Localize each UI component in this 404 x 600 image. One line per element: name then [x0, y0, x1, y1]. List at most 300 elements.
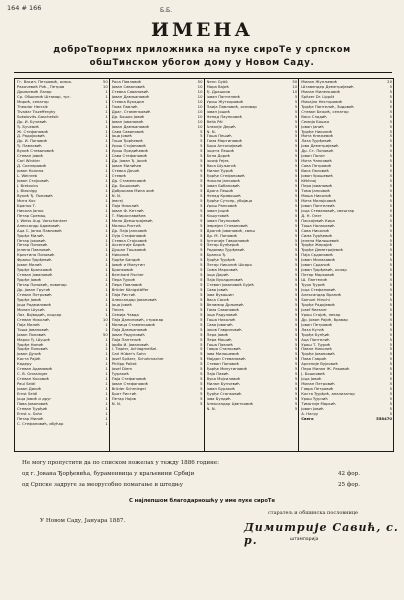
donor-name: Коста Рајић [17, 357, 41, 362]
donor-name: Стеван Адамовић [17, 367, 53, 372]
donation-amount: 5 [200, 386, 203, 392]
donor-name: Мита Чанковић [301, 159, 332, 164]
donation-amount: 5 [389, 272, 392, 278]
donor-name: Ненад Кривошић [206, 193, 241, 198]
donor-name: Пера Јовановић [301, 184, 333, 189]
donor-name: Роса Павловић [111, 80, 142, 84]
donor-row [112, 402, 203, 407]
donation-amount: 1 [105, 381, 108, 387]
donation-amount: 5 [200, 138, 203, 144]
donation-amount: 5 [200, 361, 203, 367]
donation-amount: 5 [200, 197, 203, 203]
donor-name: Пава Јовановић [17, 401, 48, 406]
donation-amount: 5 [294, 138, 298, 144]
donor-name: Паја Даниловић, стражар [111, 317, 164, 322]
donation-amount: 5 [389, 242, 392, 248]
donor-name: Јоца Дорић [206, 273, 229, 278]
donation-amount: 1 [105, 138, 108, 144]
note-donation-2 [22, 482, 384, 488]
donor-name: Стеван Николић [17, 317, 50, 322]
donation-amount: 1 [105, 212, 108, 218]
donor-name: Урош Предићевић [111, 149, 149, 154]
donation-amount: 5 [389, 153, 392, 159]
donation-amount: 1 [105, 232, 108, 238]
donation-amount: 5 [294, 316, 298, 322]
thanks-line: С најлепшом благодарношћу у име пуке сироТе [129, 498, 275, 504]
donation-amount: 1 [105, 321, 108, 327]
donation-amount: 5 [389, 187, 392, 193]
donor-name: Свега [301, 416, 314, 421]
donation-amount: 5 [200, 257, 203, 263]
donor-name: Др. Ст. Поповић [301, 149, 334, 154]
donor-name: Ш. Пантелић [301, 278, 328, 283]
donation-amount: 5 [200, 366, 203, 372]
donor-name: Ђурђе Станковић [206, 392, 242, 397]
donation-amount: 1 [105, 242, 108, 248]
donation-amount: 5 [389, 183, 392, 189]
donation-amount: 5 [389, 192, 392, 198]
donation-amount: 1 [105, 405, 108, 411]
donation-amount: 5 [294, 237, 298, 243]
donation-amount: 5 [200, 311, 203, 317]
donor-name: Јован Милићев [111, 164, 142, 169]
donation-amount: 1 [105, 158, 108, 164]
donor-name: N. N. [111, 193, 122, 198]
donation-amount: 5 [200, 381, 203, 387]
donor-name: Пера Мошић [206, 337, 232, 342]
donor-name: Јован Колина [17, 169, 44, 174]
donation-amount: 5 [200, 371, 203, 377]
donor-name: Ж. Стефановић [17, 129, 49, 134]
donor-name: Петар Марковић [301, 273, 335, 278]
donor-name: Петар Николић Шкаро [206, 263, 252, 268]
donation-amount: 1 [105, 108, 108, 114]
donation-amount: 1 [105, 272, 108, 278]
donation-amount: 5 [200, 316, 203, 322]
donor-name: Јован Петровић [301, 322, 333, 327]
donor-name: Тоша Пешић [206, 134, 232, 139]
donation-amount: 5 [389, 88, 392, 94]
donation-amount: 5 [294, 242, 298, 248]
donor-name: Васа Сасић [206, 297, 230, 302]
donor-name: Kékhnoj [301, 179, 317, 184]
donation-amount: 5 [294, 267, 298, 273]
donor-name: Вука Мојсиловић [206, 377, 241, 382]
donor-name: Мита Милојковић [301, 198, 337, 203]
donation-amount: 5 [389, 237, 392, 243]
donation-amount: 5 [294, 93, 298, 99]
donation-amount: 1 [105, 396, 108, 401]
donation-amount: 10 [197, 83, 203, 89]
donation-amount: 5 [294, 197, 298, 203]
donor-name: Пера Јовић [206, 332, 229, 337]
donor-name: Др. Јован Рајић, бравар [301, 317, 348, 322]
donor-name: N. N. [111, 401, 122, 406]
donation-amount: 5 [200, 341, 203, 347]
donor-name: Tieces [111, 307, 124, 312]
donor-name: Др. Бошковић [111, 184, 140, 189]
donor-name: Пера Ђукић [111, 278, 136, 283]
donor-name: Урош Стојић, пекар [301, 312, 341, 317]
donation-amount: 5 [294, 163, 298, 169]
donation-amount: 1 [105, 183, 108, 189]
donor-name: Бранко Ђ. [206, 253, 227, 258]
donation-amount: 1 [105, 301, 108, 307]
donor-name: Николић [111, 253, 130, 258]
donor-name: Драг. Стаменковић [111, 109, 151, 114]
donation-amount: 5 [294, 311, 298, 317]
donation-amount: 1 [105, 267, 108, 273]
donation-amount: 5 [389, 326, 392, 332]
donor-name: Паја Дамњановић [111, 327, 148, 332]
donor-name: Тома Јанковић [301, 188, 331, 193]
donation-amount: 5 [294, 301, 298, 307]
donation-amount: 5 [200, 306, 203, 312]
donation-amount: 10 [292, 83, 298, 89]
donor-name: Јован Милаковић [301, 258, 336, 263]
donation-amount: 5 [389, 306, 392, 312]
donation-amount: 5 [294, 341, 298, 347]
donor-name: Паскојевић Кира [301, 218, 335, 223]
donor-name: Аксентије Барић [111, 243, 146, 248]
note-donation-2-amount: 25 фор. [337, 482, 360, 488]
donation-amount: 5 [200, 277, 203, 283]
donation-amount: 5 [200, 212, 203, 218]
donation-amount: 50 [197, 79, 203, 84]
donor-name: Ђ. Бучевић [17, 124, 40, 129]
donor-name: Ђорђе Пантелић, Зидовић [301, 104, 354, 109]
donor-name: Мирић, сенатор [17, 99, 49, 104]
donor-name: Д. Скелеровић [17, 164, 47, 169]
donation-amount: 1 [105, 113, 108, 119]
donor-name: Урош Ђурчић [301, 397, 328, 401]
donation-amount: 1 [105, 222, 108, 228]
donor-name: Васа Лаловић [301, 169, 329, 174]
donor-name: Александар Цветковић [206, 401, 254, 406]
donor-name: Ђорђе Радојевић [301, 302, 336, 307]
donation-amount: 5 [294, 108, 298, 114]
donation-amount: 1 [105, 227, 108, 233]
donation-amount: 5 [389, 118, 392, 124]
donor-name: Паја Стефановић [111, 377, 147, 382]
donor-name: Јоца Стефановић [301, 288, 336, 293]
donation-amount: 5 [294, 306, 298, 312]
donation-amount: 5 [294, 291, 298, 297]
donor-name: Семија Бошко [301, 119, 330, 124]
donation-amount: 5 [389, 128, 392, 134]
donation-amount: 5 [294, 296, 298, 302]
donation-amount: 5 [389, 316, 392, 322]
donation-amount: 5 [294, 178, 298, 184]
donation-amount: 1 [105, 178, 108, 184]
donation-amount: 5 [294, 123, 298, 129]
donation-amount: 1 [105, 400, 108, 406]
donation-amount: 5 [294, 173, 298, 179]
donor-name: Радомир Ђурђевић [206, 248, 245, 253]
donor-name: I. Tiapler, Achlagmeißel. [111, 347, 158, 352]
donor-name: Јован Ђорђевић, колар [301, 268, 347, 273]
donation-amount: 5 [200, 287, 203, 293]
donation-amount: 1 [105, 247, 108, 253]
donor-name: Паја Павић [206, 372, 229, 377]
donor-name: Паја Николић [111, 203, 139, 208]
donor-name: Јован Пантелеић [301, 203, 335, 208]
donation-amount: 5 [389, 386, 392, 392]
donation-amount: 5 [389, 143, 392, 149]
donor-name: Ђорђе Милутиновић [206, 367, 248, 372]
donation-amount: 5 [294, 346, 298, 352]
donation-amount: 1 [105, 420, 108, 426]
donor-name: Јован Јошић [206, 109, 231, 114]
donor-name: Мита Кос [17, 198, 36, 203]
donation-amount: 5 [294, 272, 298, 278]
donation-amount: 5 [389, 252, 392, 258]
donation-amount: 1 [105, 306, 108, 312]
donation-amount: 10 [197, 93, 203, 99]
donor-name: Велимир Дрњевић [206, 302, 244, 307]
donation-amount: 5 [200, 163, 203, 169]
subtitle-line-1: доброТворних приложника на пуке сироТе у српском [53, 45, 351, 55]
donation-amount: 20 [387, 79, 392, 84]
donation-amount: 5 [389, 163, 392, 169]
donor-name: Ср. Обшинић Штамар, трг. [17, 94, 71, 99]
donor-name: Тоша Налаковић [301, 223, 335, 228]
donation-amount: 5 [200, 217, 203, 223]
donor-name: Васо Сладић [301, 114, 327, 119]
donor-name: Тоша Ђорђевић [111, 139, 144, 144]
donor-name: Ђуро Ђурић [301, 283, 326, 288]
donation-amount: 5 [294, 277, 298, 283]
donation-amount: 5 [200, 247, 203, 253]
donation-amount: 5 [389, 103, 392, 109]
donor-name: Јова Деметријевић [301, 144, 339, 149]
donation-amount: 5 [294, 391, 298, 397]
donation-amount: 50 [292, 79, 298, 84]
donation-amount: 1 [105, 391, 108, 397]
donation-amount: 1 [105, 103, 108, 109]
donation-amount: 1 [105, 257, 108, 263]
donor-name: Spitzer Dr. Lippót [301, 94, 335, 99]
donor-name: Кристина Поповић [17, 253, 55, 258]
donation-amount: 5 [389, 108, 392, 114]
donation-amount: 5 [294, 257, 298, 263]
donor-name: L. Weinreb [17, 174, 38, 179]
donor-name: Гавра Петровић [301, 387, 334, 392]
donor-name: Коста Ђурђић, анализатор [301, 392, 355, 397]
donor-name: Јован Стојковић [17, 179, 49, 184]
donor-name: Јован Дамњановић [111, 124, 150, 129]
donation-amount: 5 [389, 396, 392, 401]
donation-amount: 5 [294, 356, 298, 362]
donation-amount: 1 [105, 118, 108, 124]
donation-amount: 1 [105, 163, 108, 169]
donor-name: Тома Савановић [206, 307, 240, 312]
donor-name: Ђорђе Деметријевић [301, 248, 344, 253]
donor-name: Стевић [111, 174, 127, 179]
donor-name: Tivadar Tiszefferghy [17, 109, 56, 114]
donation-amount: 5 [200, 143, 203, 149]
donation-amount: 5 [294, 331, 298, 337]
donor-name: Јеврејин Стевановић [206, 223, 248, 228]
donation-amount: 1 [105, 98, 108, 104]
donation-amount: 5 [294, 118, 298, 124]
donor-name: Ђорђе Николић [301, 129, 333, 134]
donation-amount: 5 [200, 346, 203, 352]
donor-name: Д. Радојковић [17, 134, 45, 139]
donor-name: Тоша Николић [206, 317, 236, 322]
donor-column-4 [299, 79, 393, 451]
donor-name: Сима Ђурђевић [301, 233, 333, 238]
donation-amount: 5 [389, 217, 392, 223]
donation-amount: 1 [105, 262, 108, 268]
donor-name: Ђуракић [111, 372, 129, 377]
donor-name: Ракочевић Роћ., Петров [17, 84, 65, 89]
donation-amount: 5 [294, 158, 298, 164]
donation-amount: 10 [197, 88, 203, 94]
donor-name: Ђорђе Бунђић [301, 332, 330, 337]
donor-name: Ненад Паунковић [206, 114, 243, 119]
donor-name: Урош Стојановић [111, 144, 147, 149]
donation-amount: 5 [294, 113, 298, 119]
donor-name: Theodor Hercsik [17, 104, 48, 109]
donation-amount: 5 [200, 207, 203, 213]
donor-column-2 [110, 79, 205, 451]
donor-name: Јова Милошевић [206, 352, 240, 357]
donation-amount: 1 [105, 296, 108, 302]
donation-amount: 5 [389, 257, 392, 263]
donor-name: Милан Жупљевић [301, 80, 338, 84]
donation-amount: 5 [294, 222, 298, 228]
donor-name: Тимотије Маркић [301, 401, 336, 406]
donation-amount: 50 [102, 79, 108, 84]
donor-name: Стеван Бежић, сенатор [301, 109, 349, 114]
donor-name: Brüder Königstäffer [111, 288, 149, 293]
donor-name: Јоцета Пешић [206, 149, 235, 154]
donation-amount: 5 [200, 153, 203, 159]
donation-amount: 5 [294, 183, 298, 189]
donor-name: Паја Срдановић [301, 253, 334, 258]
donor-name: Петар Нојов [111, 397, 136, 401]
donor-name: J. Bretovics [17, 184, 39, 189]
donation-amount: 50 [102, 331, 108, 337]
donation-amount: 1 [105, 187, 108, 193]
donation-amount: 10 [197, 108, 203, 114]
donation-amount: 5 [200, 272, 203, 278]
donation-amount: 5 [389, 282, 392, 288]
donor-name: Josef Diem [111, 367, 133, 372]
donor-name: Јевгеј [111, 198, 123, 203]
donation-amount: 5 [389, 341, 392, 347]
donation-amount: 5 [294, 247, 298, 253]
donor-name: Ђорђе Стефановић [206, 174, 245, 179]
donor-name: Ђ. Драшков [206, 89, 230, 94]
donor-name: Бранковић [111, 268, 134, 273]
donor-name: Милица Стаменковић [111, 322, 156, 327]
donation-amount: 10 [292, 88, 298, 94]
donor-name: Сава Николић [301, 228, 330, 233]
donation-amount: 5 [294, 212, 298, 218]
donation-amount: 5 [200, 168, 203, 174]
donor-name: Милан Бунчевић [206, 382, 240, 387]
subtitle-line-2: обшТинском убогом дому у Новом Саду. [89, 58, 315, 68]
donor-row [207, 407, 298, 412]
donor-name: Лаза Ђурђевић [301, 139, 332, 144]
donor-name: Штавендер Деметријевић [301, 84, 354, 89]
donation-amount: 5 [294, 103, 298, 109]
donor-name: Јоца Стевановић, свештар [301, 208, 355, 213]
donor-name: Петар Поповић, новинар [17, 283, 67, 288]
donation-amount: 5 [200, 192, 203, 198]
donation-amount: 5 [389, 287, 392, 293]
donor-name: Д. Н. Олег [301, 213, 322, 218]
donation-amount: 5 [294, 192, 298, 198]
donation-amount: 5 [294, 282, 298, 288]
donor-name: Паја Милић [17, 322, 40, 327]
donor-name: Стеван Петровић [17, 292, 52, 297]
donor-name: Арсеније Вујковић [301, 362, 338, 367]
donor-name: Лаза Кутић [301, 327, 325, 332]
donor-name: Тома Павлић [111, 104, 138, 109]
donation-amount: 5 [200, 202, 203, 208]
donation-amount: 5 [389, 311, 392, 317]
donor-name: Стевка Дочић [111, 169, 140, 174]
donor-name: Паја Вукадиновић [206, 278, 243, 283]
donor-name: Милош Ристић [111, 223, 141, 228]
donation-amount: 5 [389, 346, 392, 352]
donor-name: Др. Паја Јанковић [111, 228, 148, 233]
donation-amount: 5 [200, 356, 203, 362]
donation-amount: 5 [294, 405, 298, 411]
donor-name: Мајдан Стевановић [206, 357, 246, 362]
donor-name: Carl Hüber's Sohn [111, 352, 146, 357]
donation-amount: 5 [294, 371, 298, 377]
donation-amount: 5 [200, 183, 203, 189]
donor-name: Carl Winkler [17, 159, 41, 164]
donor-name: Кошутовић [206, 213, 229, 218]
donor-name: Јован Јоцић [206, 208, 230, 213]
donation-amount: 5 [200, 296, 203, 302]
donation-amount: 1 [105, 356, 108, 362]
donation-amount: 1 [105, 197, 108, 203]
donor-name: Стеван Косовић [17, 377, 50, 382]
donation-amount: 5 [200, 242, 203, 248]
donation-amount: 1 [105, 361, 108, 367]
donor-name: Јелена Милошевић [301, 238, 339, 243]
donation-amount: 5 [389, 405, 392, 411]
title-divider [14, 72, 392, 73]
donor-name: Sokolovits-Goschetsik [17, 114, 59, 119]
donation-amount: 1 [105, 326, 108, 332]
note-donation-1-amount: 42 фор. [337, 471, 360, 477]
donation-amount: 5 [389, 247, 392, 253]
donation-amount: 5 [200, 128, 203, 134]
donor-name: Паја Ристић [111, 292, 136, 297]
donation-amount: 5 [200, 396, 203, 401]
donor-name: Јоца Јовић [111, 134, 132, 139]
donor-name: Јован Урошевић [301, 174, 333, 179]
donor-name: Др. Бошко Јовић [111, 114, 145, 119]
donor-name: Philipp Pollak [111, 362, 137, 367]
donor-name: Јоца Радуловић [206, 312, 238, 317]
donor-name: Петар Јоковић [17, 238, 46, 243]
donation-amount: 1 [105, 237, 108, 243]
donor-name: Алекеје Дерић [206, 124, 236, 129]
donation-amount: 5 [200, 232, 203, 238]
donation-amount: 5 [200, 291, 203, 297]
donor-name: Josef Spitzer, Schuhmacher [111, 357, 164, 362]
signatory-title: старатељ и обшинска пословнице [268, 510, 358, 516]
donor-name: Јован Јанић [301, 124, 324, 129]
